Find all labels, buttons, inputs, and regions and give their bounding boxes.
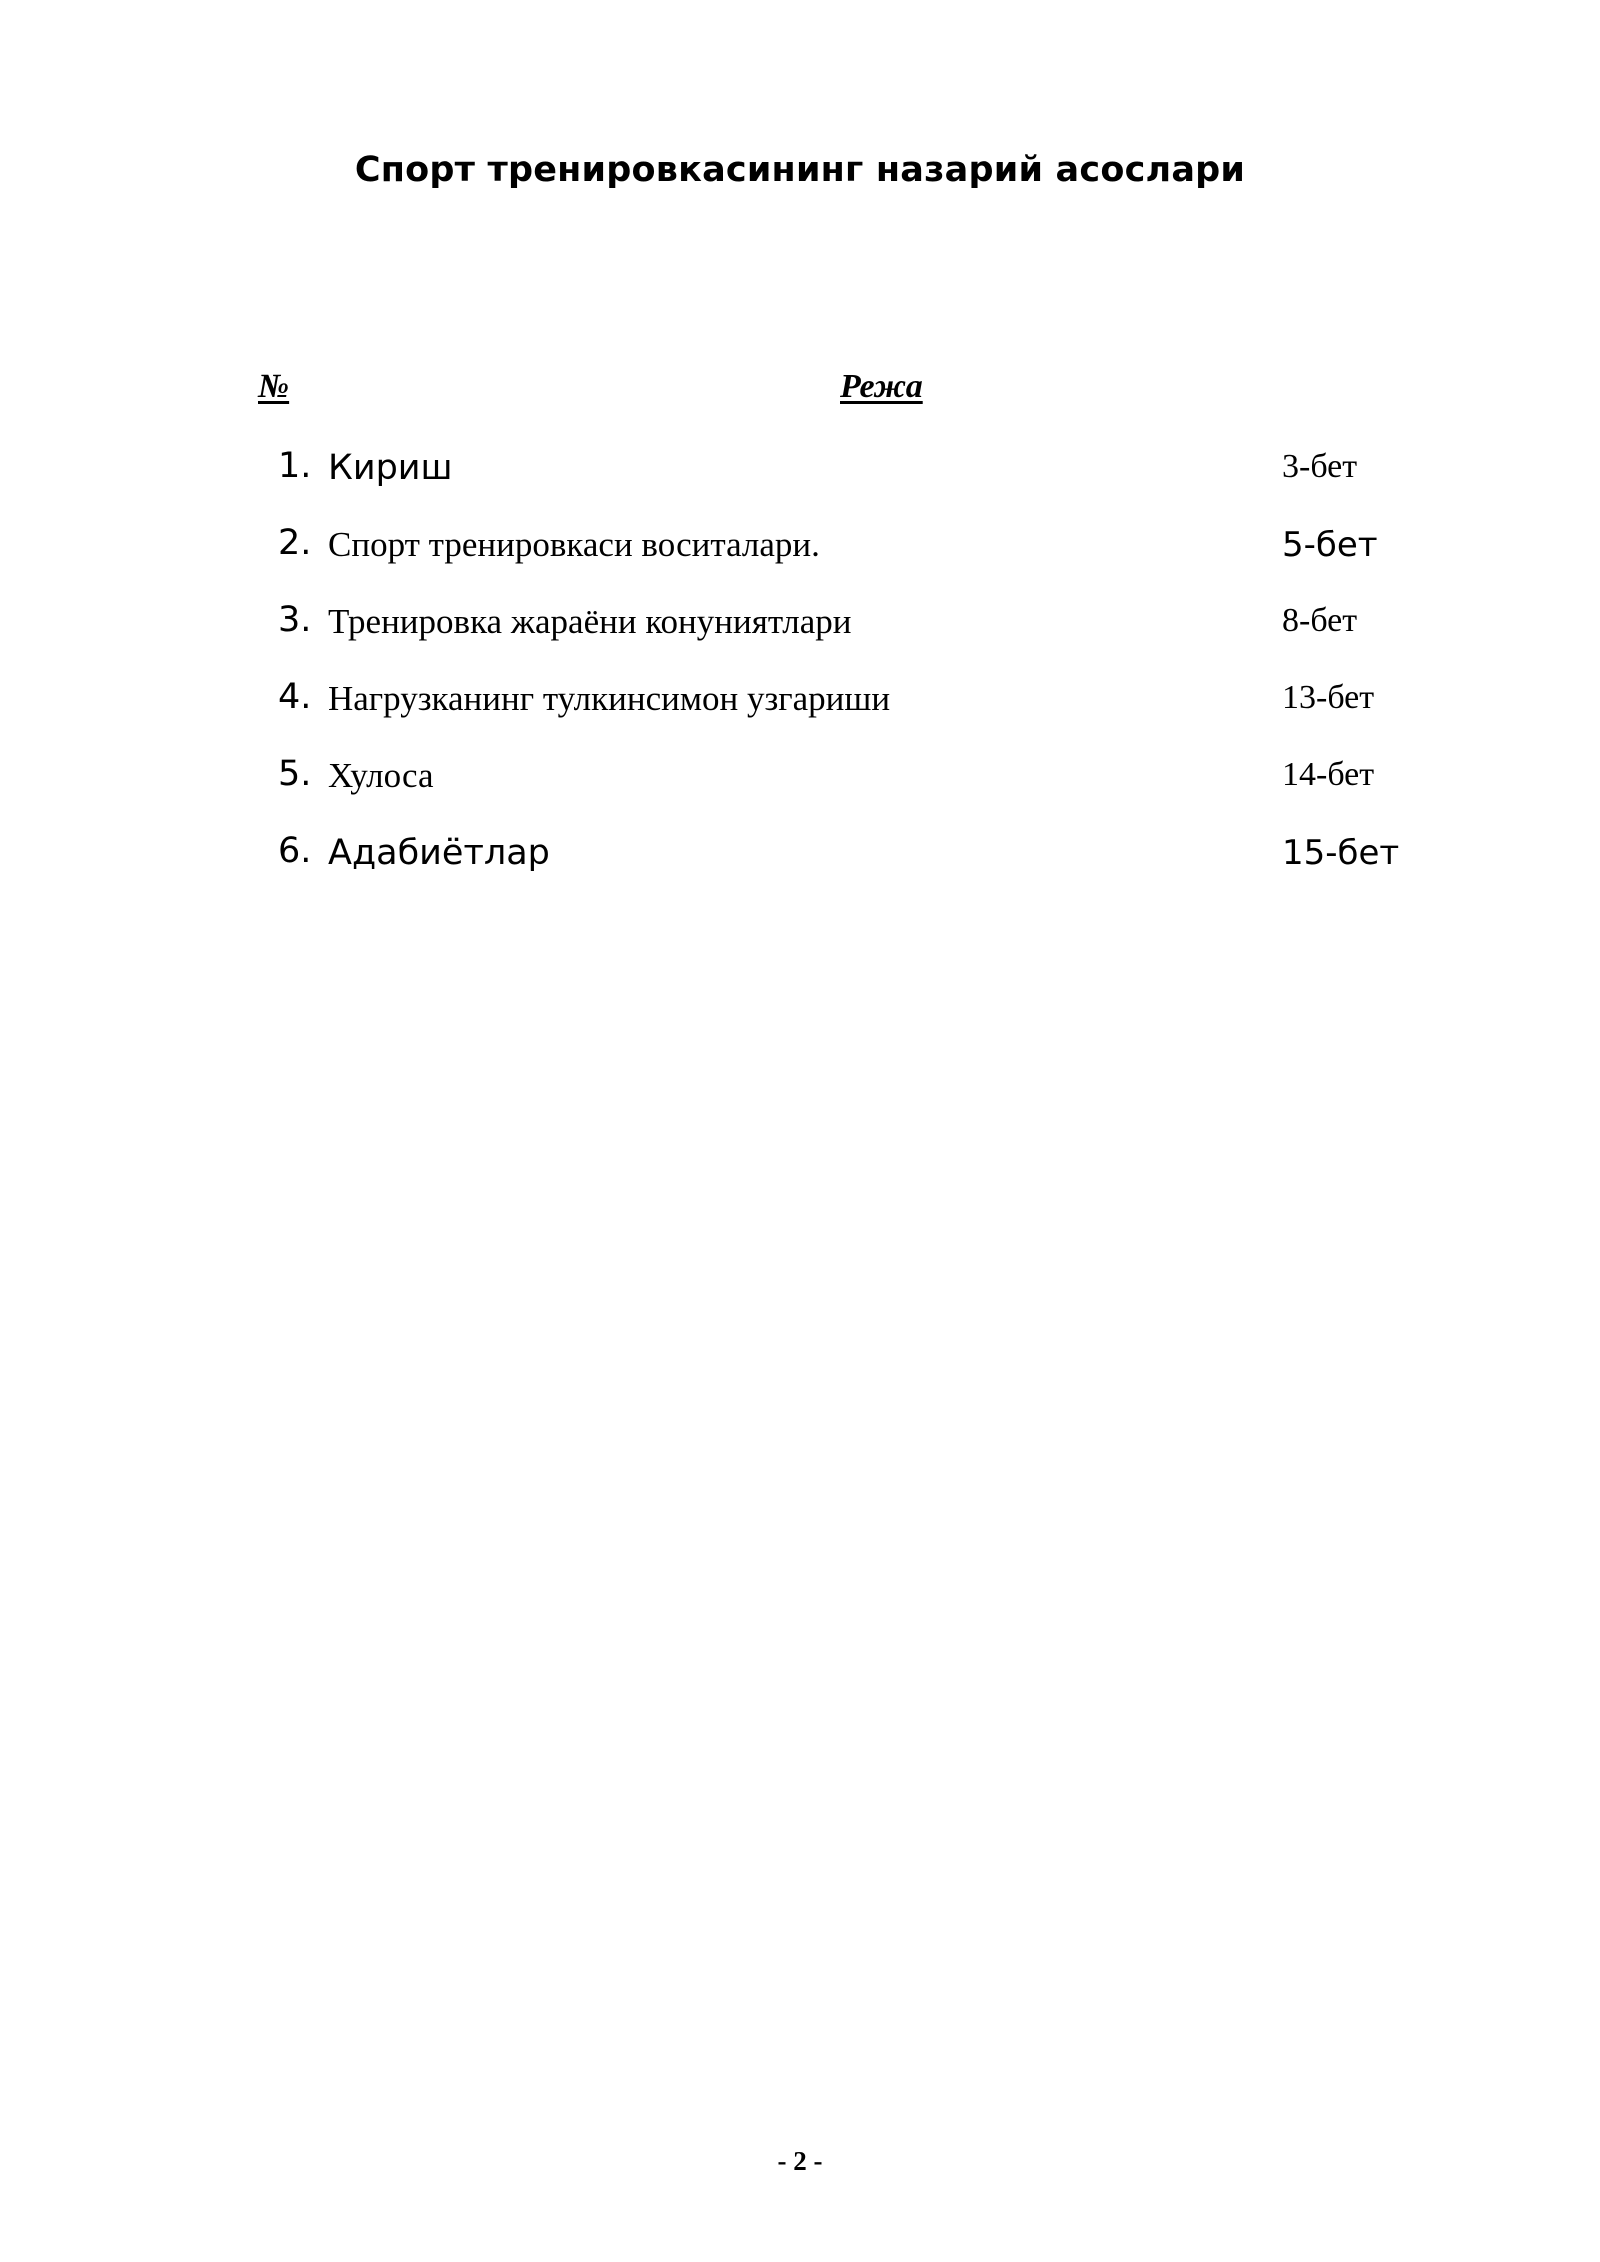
toc-item-title: Хулоса — [328, 756, 434, 795]
toc-item-title: Адабиётлар — [328, 833, 550, 873]
toc-item-title: Нагрузканинг тулкинсимон узгариши — [328, 679, 891, 718]
toc-item-number: 4. — [278, 677, 312, 717]
toc-item-title: Кириш — [328, 448, 453, 488]
toc-item-page: 13-бет — [1282, 679, 1375, 716]
toc-item-page: 5-бет — [1282, 525, 1378, 565]
toc-item-number: 5. — [278, 754, 312, 794]
page-number: - 2 - — [777, 2146, 823, 2176]
page-title: Спорт тренировкасининг назарий асослари — [354, 150, 1246, 190]
toc-item — [0, 823, 1600, 883]
toc-item-page: 15-бет — [1282, 833, 1400, 873]
toc-item-page: 14-бет — [1282, 756, 1375, 793]
toc-item-title: Спорт тренировкаси воситалари. — [328, 525, 820, 564]
toc-item — [0, 592, 1600, 652]
toc-item-page: 8-бет — [1282, 602, 1358, 639]
toc-item-number: 2. — [278, 523, 312, 563]
toc-item-title: Тренировка жараёни конуниятлари — [328, 602, 852, 641]
column-header-number: № — [258, 368, 290, 405]
toc-item — [0, 515, 1600, 575]
toc-item-page: 3-бет — [1282, 448, 1358, 485]
toc-item — [0, 438, 1600, 498]
toc-item-number: 3. — [278, 600, 312, 640]
toc-item — [0, 669, 1600, 729]
toc-item-number: 1. — [278, 446, 312, 486]
column-header-plan: Режа — [840, 368, 923, 405]
toc-item — [0, 746, 1600, 806]
toc-item-number: 6. — [278, 831, 312, 871]
